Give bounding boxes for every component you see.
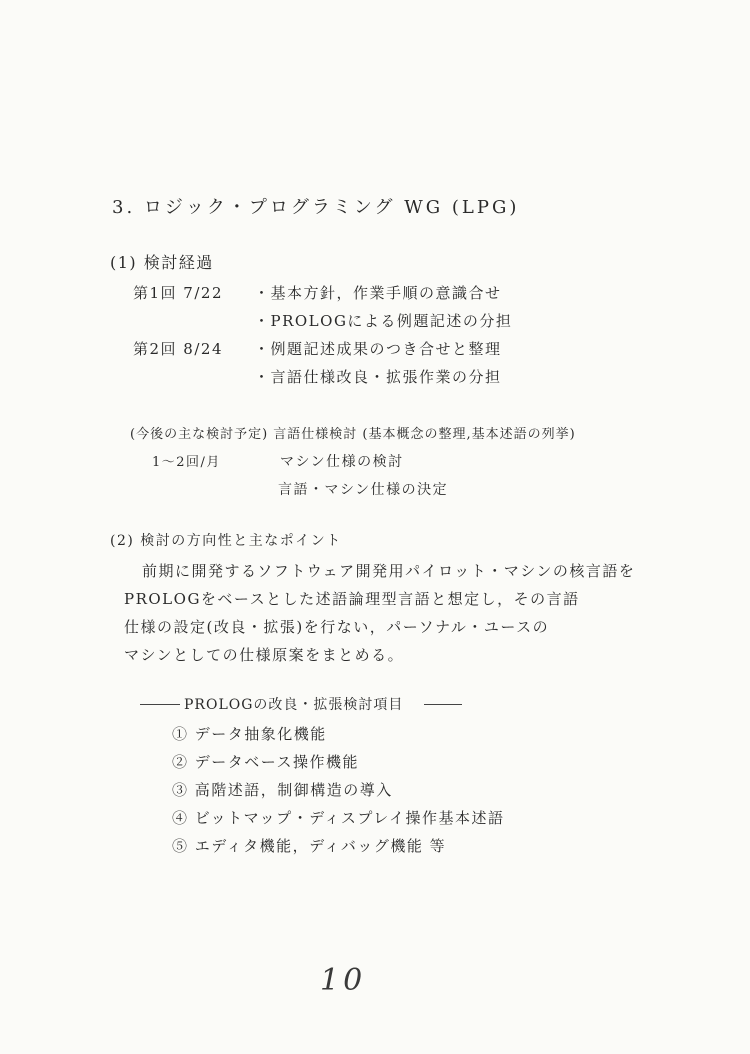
part2-heading: (2) 検討の方向性と主なポイント xyxy=(110,533,342,549)
list-title-rule-left xyxy=(140,704,180,705)
list-item-3: ③ 高階述語，制御構造の導入 xyxy=(172,781,393,799)
page-number: 10 xyxy=(320,963,367,998)
list-item-2: ② データベース操作機能 xyxy=(172,753,360,771)
section-heading: 3. ロジック・プログラミング WG (LPG) xyxy=(112,197,520,218)
meeting-2-item-2: ・言語仕様改良・拡張作業の分担 xyxy=(254,368,502,386)
paragraph-line-1: 前期に開発するソフトウェア開発用パイロット・マシンの核言語を xyxy=(142,562,636,580)
plan-line-2: 言語・マシン仕様の決定 xyxy=(278,482,449,498)
plan-frequency: 1～2回/月 xyxy=(152,455,221,470)
meeting-2-label: 第2回 8/24 xyxy=(133,340,223,358)
list-item-4: ④ ビットマップ・ディスプレイ操作基本述語 xyxy=(172,809,505,827)
paragraph-line-4: マシンとしての仕様原案をまとめる。 xyxy=(124,646,405,664)
meeting-1-item-2: ・PROLOGによる例題記述の分担 xyxy=(254,312,513,330)
paragraph-line-2: PROLOGをベースとした述語論理型言語と想定し，その言語 xyxy=(124,590,580,608)
paragraph-line-3: 仕様の設定(改良・拡張)を行ない，パーソナル・ユースの xyxy=(124,618,550,636)
list-item-5: ⑤ エディタ機能，ディバッグ機能 等 xyxy=(172,837,447,855)
list-title: PROLOGの改良・拡張検討項目 xyxy=(184,697,404,713)
plan-intro: (今後の主な検討予定) 言語仕様検討 (基本概念の整理,基本述語の列挙) xyxy=(130,427,576,442)
list-item-1: ① データ抽象化機能 xyxy=(172,725,327,743)
plan-line-1: マシン仕様の検討 xyxy=(280,454,404,470)
part1-heading: (1) 検討経過 xyxy=(110,253,214,272)
meeting-1-label: 第1回 7/22 xyxy=(133,284,223,302)
meeting-2-item: ・例題記述成果のつき合せと整理 xyxy=(254,340,502,358)
meeting-1-item: ・基本方針，作業手順の意識合せ xyxy=(254,284,502,302)
list-title-rule-right xyxy=(424,704,462,705)
